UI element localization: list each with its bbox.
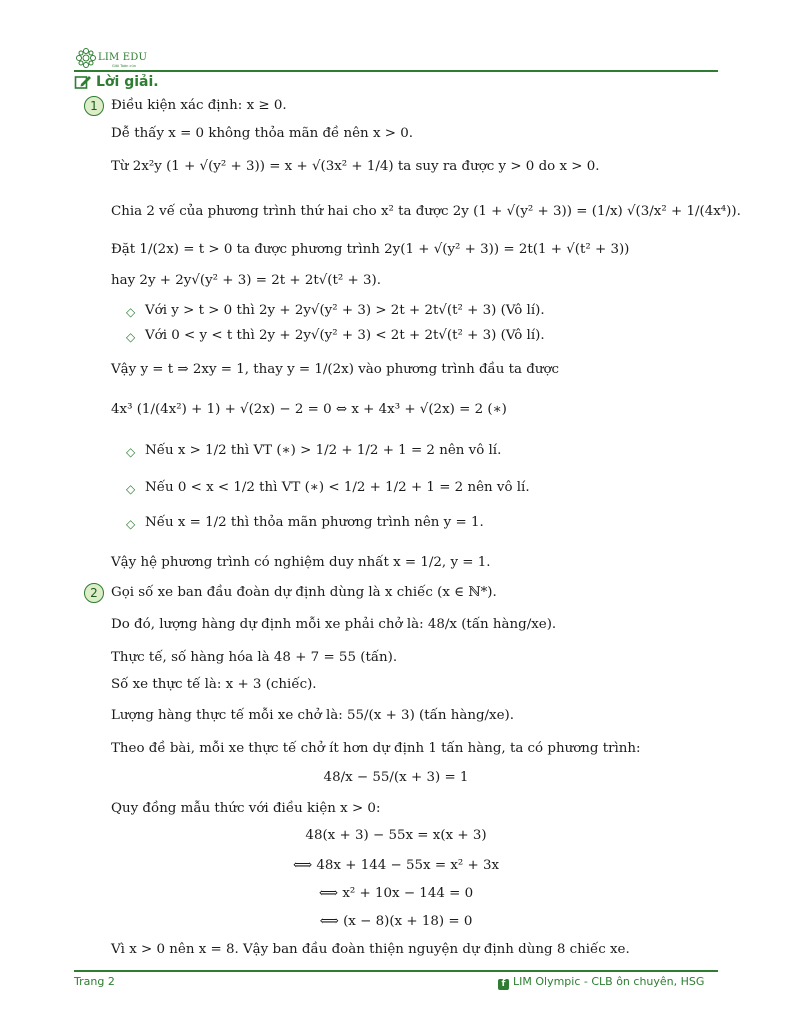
brand-name: LIM EDU — [98, 52, 148, 63]
facebook-icon: f — [498, 979, 509, 990]
footer-rule — [74, 970, 718, 972]
text-line: Theo đề bài, mỗi xe thực tế chở ít hơn dự định 1 tấn hàng, ta có phương trình: — [111, 741, 641, 756]
footer-source-text: LIM Olympic - CLB ôn chuyên, HSG — [513, 975, 705, 988]
list-item: Với y > t > 0 thì 2y + 2y√(y² + 3) > 2t + 2t√(t² + 3) (Vô lí). — [145, 303, 545, 318]
logo-icon — [74, 46, 98, 70]
text-line: Do đó, lượng hàng dự định mỗi xe phải chở là: 48/x (tấn hàng/xe). — [111, 617, 557, 632]
text-line: 4x³ (1/(4x²) + 1) + √(2x) − 2 = 0 ⇔ x + 4x³ + √(2x) = 2 (∗) — [111, 402, 507, 417]
text-line: Số xe thực tế là: x + 3 (chiếc). — [111, 677, 317, 692]
solution-heading: Lời giải. — [96, 74, 159, 90]
footer-source — [498, 975, 704, 990]
list-item: Nếu x = 1/2 thì thỏa mãn phương trình nên y = 1. — [145, 515, 484, 530]
equation: ⟺ 48x + 144 − 55x = x² + 3x — [292, 858, 500, 873]
diamond-bullet-icon: ◇ — [126, 517, 136, 531]
header-rule — [74, 70, 718, 72]
diamond-bullet-icon: ◇ — [126, 330, 136, 344]
equation: ⟺ (x − 8)(x + 18) = 0 — [319, 914, 473, 929]
brand-tagline: Giỏi Toán cùn — [112, 64, 137, 68]
equation: ⟺ x² + 10x − 144 = 0 — [318, 886, 474, 901]
list-item: Nếu 0 < x < 1/2 thì VT (∗) < 1/2 + 1/2 + 1 = 2 nên vô lí. — [145, 480, 530, 495]
text-line: Gọi số xe ban đầu đoàn dự định dùng là x chiếc (x ∈ ℕ*). — [111, 585, 497, 600]
text-line: Lượng hàng thực tế mỗi xe chở là: 55/(x + 3) (tấn hàng/xe). — [111, 708, 515, 723]
equation: 48(x + 3) − 55x = x(x + 3) — [305, 828, 487, 843]
text-line: Vậy y = t ⇒ 2xy = 1, thay y = 1/(2x) vào phương trình đầu ta được — [111, 362, 560, 377]
pencil-icon — [74, 73, 92, 91]
text-line: Chia 2 vế của phương trình thứ hai cho x² ta được 2y (1 + √(y² + 3)) = (1/x) √(3/x² + 1/(4x⁴)). — [111, 204, 741, 219]
diamond-bullet-icon: ◇ — [126, 482, 136, 496]
list-item: Với 0 < y < t thì 2y + 2y√(y² + 3) < 2t + 2t√(t² + 3) (Vô lí). — [145, 328, 545, 343]
text-line: Quy đồng mẫu thức với điều kiện x > 0: — [111, 801, 381, 816]
text-line: Từ 2x²y (1 + √(y² + 3)) = x + √(3x² + 1/4) ta suy ra được y > 0 do x > 0. — [111, 159, 600, 174]
page-number: Trang 2 — [74, 975, 115, 988]
diamond-bullet-icon: ◇ — [126, 305, 136, 319]
text-line: Đặt 1/(2x) = t > 0 ta được phương trình 2y(1 + √(y² + 3)) = 2t(1 + √(t² + 3)) — [111, 242, 630, 257]
text-line: Điều kiện xác định: x ≥ 0. — [111, 98, 287, 113]
text-line: Thực tế, số hàng hóa là 48 + 7 = 55 (tấn). — [111, 650, 398, 665]
item-number-badge: 1 — [84, 96, 104, 116]
text-line: Vì x > 0 nên x = 8. Vậy ban đầu đoàn thiện nguyện dự định dùng 8 chiếc xe. — [111, 942, 630, 957]
list-item: Nếu x > 1/2 thì VT (∗) > 1/2 + 1/2 + 1 = 2 nên vô lí. — [145, 443, 502, 458]
text-line: Vậy hệ phương trình có nghiệm duy nhất x = 1/2, y = 1. — [111, 555, 491, 570]
item-number-badge: 2 — [84, 583, 104, 603]
text-line: hay 2y + 2y√(y² + 3) = 2t + 2t√(t² + 3). — [111, 273, 382, 288]
equation: 48/x − 55/(x + 3) = 1 — [323, 770, 469, 785]
text-line: Dễ thấy x = 0 không thỏa mãn đề nên x > 0. — [111, 126, 414, 141]
diamond-bullet-icon: ◇ — [126, 445, 136, 459]
